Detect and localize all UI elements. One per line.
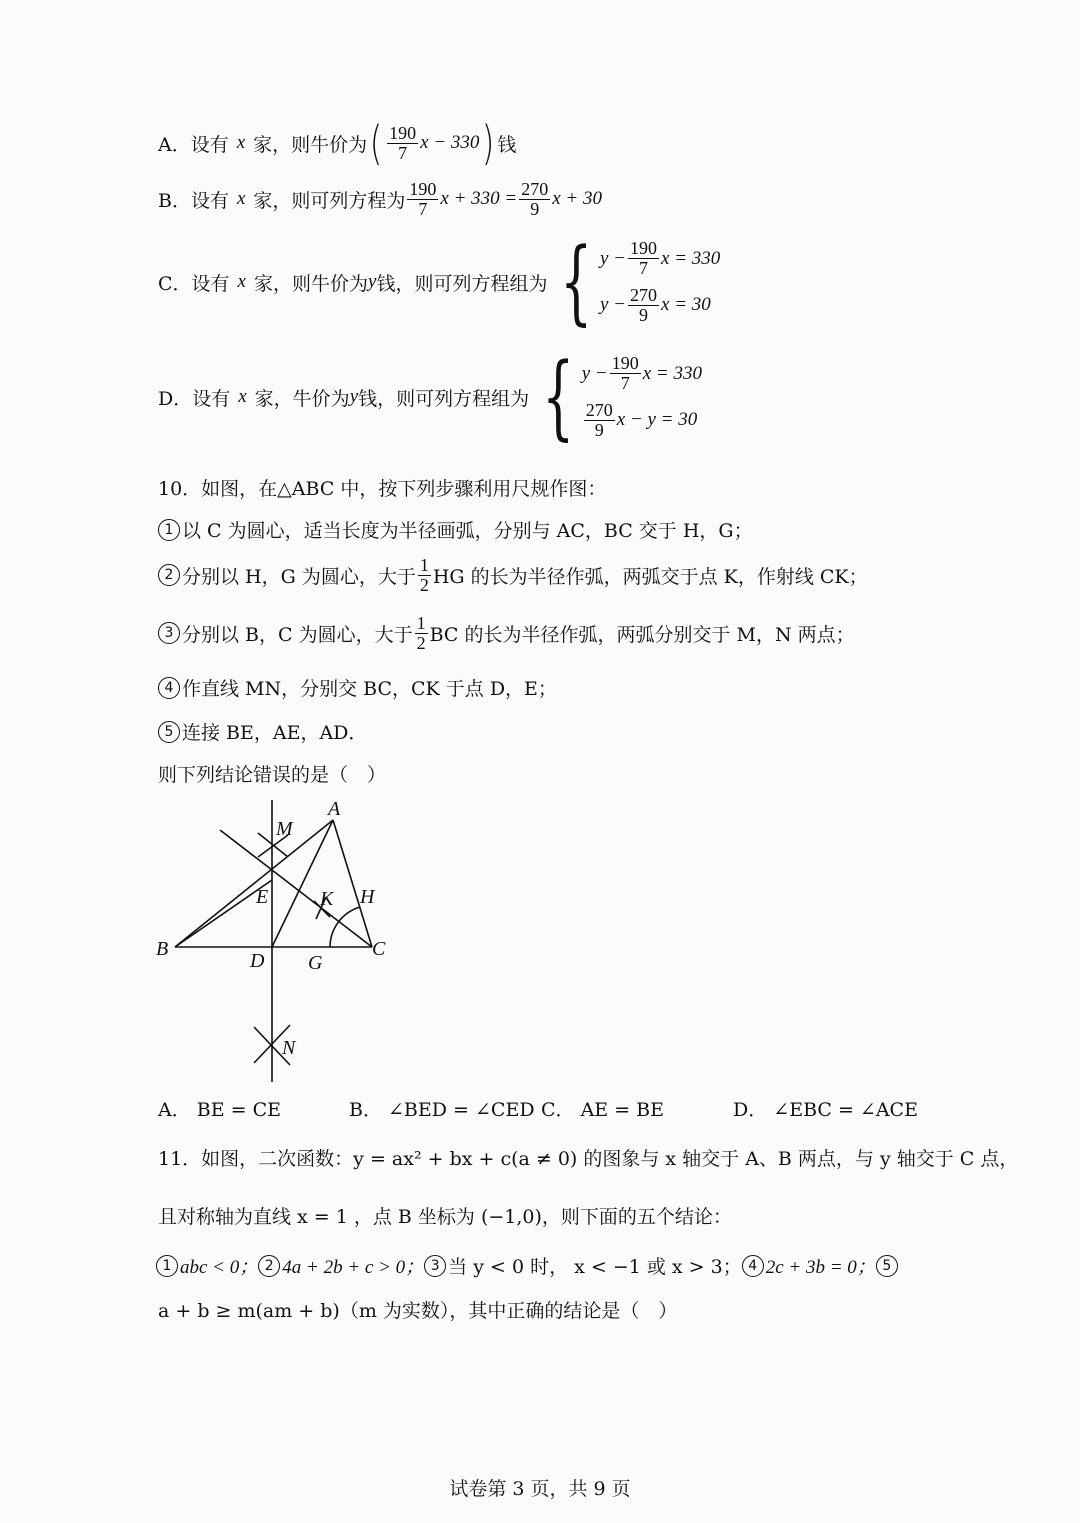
label-a: A <box>328 798 341 820</box>
q10-step-3: 3 分别以 B，C 为圆心，大于 $\frac{1}{2}$ BC 的长为半径作弧，两弧分别交于 M，N 两点； <box>158 614 855 653</box>
label-e: E <box>256 886 269 908</box>
geometry-figure <box>150 795 410 1090</box>
segment-ac <box>333 820 372 947</box>
label-m: M <box>276 818 293 840</box>
label-h: H <box>360 886 375 908</box>
segment-ba <box>175 820 333 947</box>
label-n: N <box>282 1037 296 1059</box>
q10-step-4: 4 作直线 MN，分别交 BC，CK 于点 D，E； <box>158 674 557 701</box>
q11-stem-line-1: 11．如图，二次函数：y = ax² + bx + c(a ≠ 0) 的图象与 x 轴交于 A、B 两点，与 y 轴交于 C 点， <box>158 1148 1019 1170</box>
q10-step-1: 1 以 C 为圆心，适当长度为半径画弧，分别与 AC，BC 交于 H，G； <box>158 516 753 543</box>
q10-stem: 10．如图，在△ABC 中，按下列步骤利用尺规作图： <box>158 478 607 500</box>
ray-ck <box>220 830 372 947</box>
label-k: K <box>320 888 334 910</box>
q10-step-5: 5 连接 BE，AE，AD． <box>158 718 367 745</box>
equation-system: y − $\frac{190}{7}$ x = 330 y − $\frac{270}{9}$ x = 30 <box>600 238 721 325</box>
label-g: G <box>308 952 323 974</box>
q9-option-d: D．设有 x 家，牛价为 y 钱，则可列方程组为 { y − $\frac{190}{7}$ x = 330 $\frac{270}{9}$ x − y = 30 <box>158 343 702 450</box>
q10-option-a: A． BE = CE <box>158 1099 281 1121</box>
q9-option-b: B．设有 x 家，则可列方程为 $\frac{190}{7}$ x + 330 = $\frac{270}{9}$ x + 30 <box>158 179 603 219</box>
q11-stem-line-2: 且对称轴为直线 x = 1 ，点 B 坐标为 (−1,0)，则下面的五个结论： <box>158 1206 732 1228</box>
q11-stem-line-4: a + b ≥ m(am + b)（m 为实数），其中正确的结论是（ ） <box>158 1300 678 1322</box>
q9-option-a: A．设有 x 家，则牛价为 ( $\frac{190}{7}$ x − 330 ) 钱 <box>158 116 517 170</box>
q11-conclusions: 1 abc < 0； 2 4a + 2b + c > 0； 3 当 y < 0 时， x < −1 或 x > 3； 4 2c + 3b = 0； 5 <box>156 1252 900 1279</box>
q10-option-d: D． ∠EBC = ∠ACE <box>733 1099 918 1121</box>
q9-option-c: C．设有 x 家，则牛价为 y 钱，则可列方程组为 { y − $\frac{190}{7}$ x = 330 y − $\frac{270}{9}$ x = 30 <box>158 228 721 335</box>
label-c: C <box>372 938 386 960</box>
q10-question: 则下列结论错误的是（ ） <box>158 764 387 786</box>
q10-step-2: 2 分别以 H，G 为圆心，大于 $\frac{1}{2}$ HG 的长为半径作弧，两弧交于点 K，作射线 CK； <box>158 556 868 595</box>
q10-option-b: B． ∠BED = ∠CED <box>349 1099 535 1121</box>
equation-system: y − $\frac{190}{7}$ x = 330 $\frac{270}{9}$ x − y = 30 <box>581 353 702 440</box>
label-d: D <box>250 950 265 972</box>
q10-option-c: C． AE = BE <box>541 1099 664 1121</box>
label-b: B <box>156 938 169 960</box>
page-footer: 试卷第 3 页，共 9 页 <box>449 1478 631 1500</box>
